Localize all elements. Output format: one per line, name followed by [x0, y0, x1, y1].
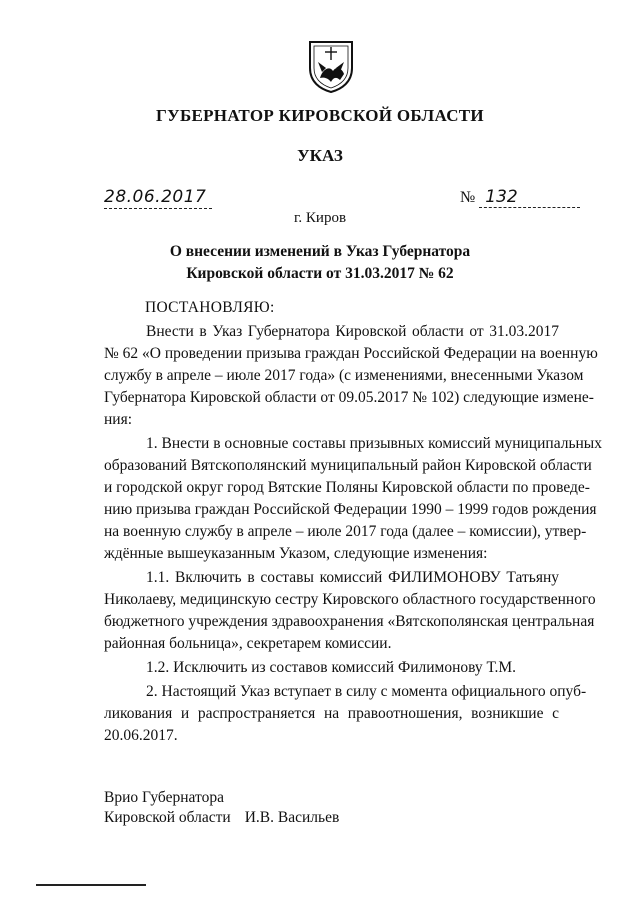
text-line: № 62 «О проведении призыва граждан Российской Федерации на военную: [104, 345, 598, 362]
decree-subject: [100, 241, 540, 285]
text-line: Губернатора Кировской области от 09.05.2017 № 102) следующие измене-: [104, 389, 594, 406]
paragraph-1: [104, 321, 598, 431]
subject-line: Кировской области от 31.03.2017 № 62: [186, 265, 454, 282]
signer-name: И.В. Васильев: [244, 809, 340, 826]
text-line: ликования и распространяется на правоотношения, возникшие с: [104, 705, 559, 722]
decree-date: 28.06.2017: [104, 187, 212, 209]
paragraph-4: [104, 657, 559, 679]
text-line: 20.06.2017.: [104, 727, 178, 744]
text-line: на военную службу в апреле – июле 2017 года (далее – комиссии), утвер-: [104, 523, 587, 540]
coat-of-arms-icon: [306, 38, 356, 94]
signer-position-line2: [104, 808, 339, 828]
signer-region: Кировской области: [104, 809, 231, 826]
text-line: службу в апреле – июле 2017 года» (с изменениями, внесенными Указом: [104, 367, 584, 384]
paragraph-2: [104, 433, 602, 565]
issuer-title: ГУБЕРНАТОР КИРОВСКОЙ ОБЛАСТИ: [156, 106, 484, 125]
text-line: 2. Настоящий Указ вступает в силу с момента официального опуб-: [146, 683, 587, 700]
text-line: 1.2. Исключить из составов комиссий Филимонову Т.М.: [146, 659, 517, 676]
signature-block: [104, 788, 339, 828]
text-line: ждённые вышеуказанным Указом, следующие изменения:: [104, 545, 488, 562]
document-type: УКАЗ: [297, 146, 343, 165]
subject-line: О внесении изменений в Указ Губернатора: [169, 243, 471, 260]
text-line: бюджетного учреждения здравоохранения «Вятскополянская центральная: [104, 613, 595, 630]
text-line: нию призыва граждан Российской Федерации 1990 – 1999 годов рождения: [104, 501, 597, 518]
text-line: Николаеву, медицинскую сестру Кировского областного государственного: [104, 591, 596, 608]
text-line: и городской округ город Вятские Поляны Кировской области по проведе-: [104, 479, 590, 496]
text-line: районная больница», секретарем комиссии.: [104, 635, 392, 652]
resolve-heading: ПОСТАНОВЛЯЮ:: [145, 299, 275, 316]
text-line: образований Вятскополянский муниципальный район Кировской области: [104, 457, 592, 474]
paragraph-5: [104, 681, 587, 747]
text-line: 1. Внести в основные составы призывных комиссий муниципальных: [146, 435, 602, 452]
signer-position: Врио Губернатора: [104, 789, 224, 806]
number-label: №: [460, 189, 476, 206]
paragraph-3: [104, 567, 596, 655]
footer-divider: [36, 884, 146, 886]
city: г. Киров: [293, 210, 347, 226]
text-line: Внести в Указ Губернатора Кировской области от 31.03.2017: [146, 323, 559, 340]
text-line: 1.1. Включить в составы комиссий ФИЛИМОНОВУ Татьяну: [146, 569, 559, 586]
decree-number: 132: [479, 187, 580, 208]
text-line: ния:: [104, 411, 133, 428]
decree-number-block: [460, 187, 580, 208]
